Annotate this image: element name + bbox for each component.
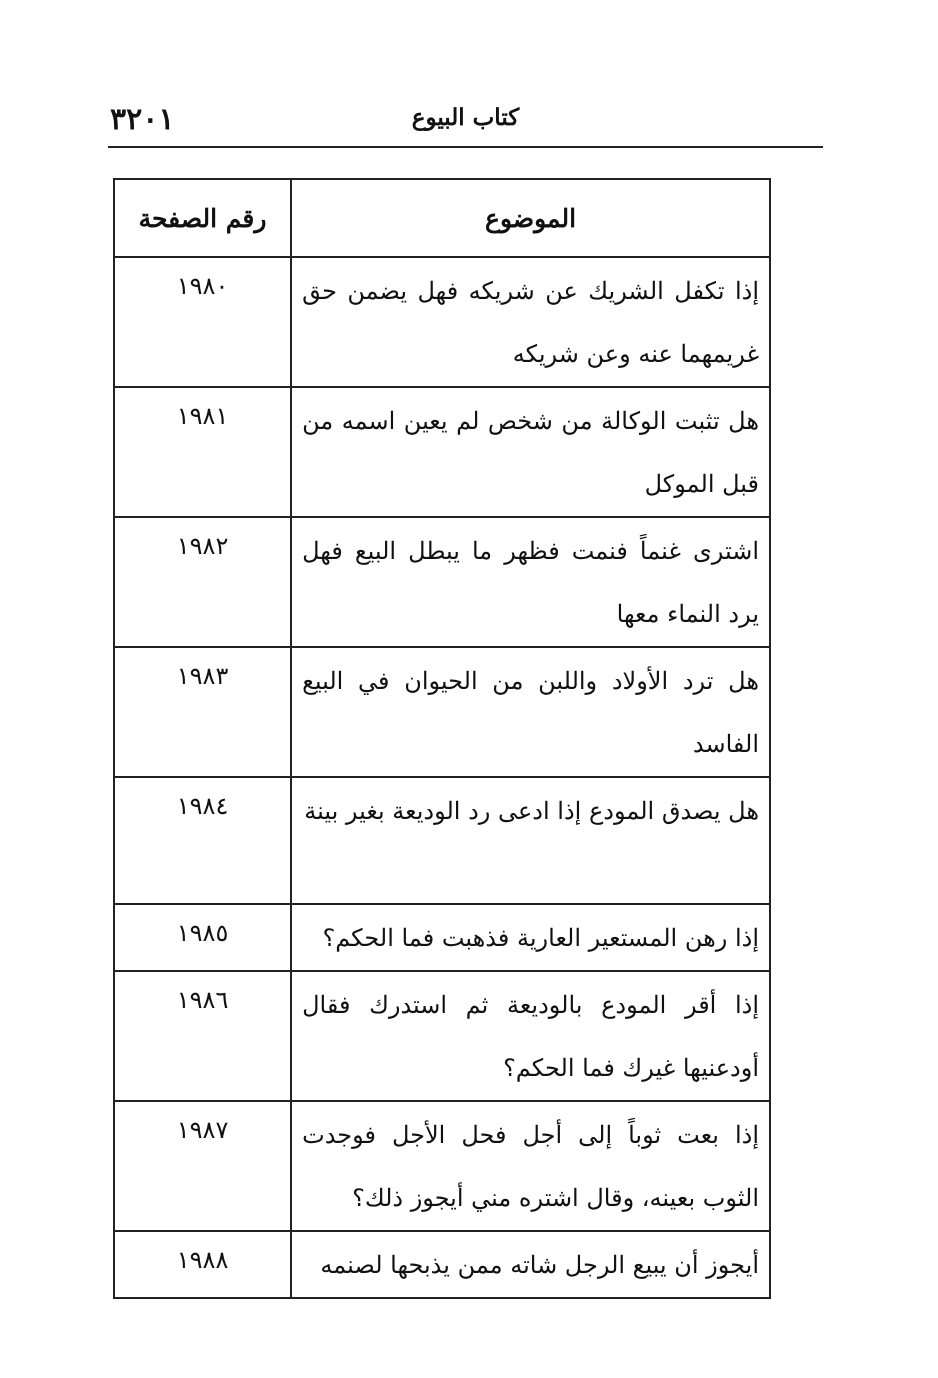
topic-cell: إذا أقر المودع بالوديعة ثم استدرك فقال أودعنيها غيرك فما الحكم؟ [291, 971, 770, 1101]
page-cell: ١٩٨١ [114, 387, 291, 517]
page-cell: ١٩٨٧ [114, 1101, 291, 1231]
table-row [114, 1231, 770, 1298]
topic-cell: إذا تكفل الشريك عن شريكه فهل يضمن حق غريمهما عنه وعن شريكه [291, 257, 770, 387]
table-row [114, 257, 770, 387]
page-cell: ١٩٨٥ [114, 904, 291, 971]
table-row [114, 971, 770, 1101]
topic-cell: إذا رهن المستعير العارية فذهبت فما الحكم؟ [291, 904, 770, 971]
page-cell: ١٩٨٤ [114, 777, 291, 904]
page-cell: ١٩٨٨ [114, 1231, 291, 1298]
page-cell: ١٩٨٦ [114, 971, 291, 1101]
table-row [114, 647, 770, 777]
index-table [113, 178, 771, 1299]
table-row [114, 517, 770, 647]
table-row [114, 777, 770, 904]
topic-cell: إذا بعت ثوباً إلى أجل فحل الأجل فوجدت الثوب بعينه، وقال اشتره مني أيجوز ذلك؟ [291, 1101, 770, 1231]
topic-cell: أيجوز أن يبيع الرجل شاته ممن يذبحها لصنمه [291, 1231, 770, 1298]
topic-cell: هل يصدق المودع إذا ادعى رد الوديعة بغير بينة [291, 777, 770, 904]
page-cell: ١٩٨٢ [114, 517, 291, 647]
topic-cell: هل تثبت الوكالة من شخص لم يعين اسمه من قبل الموكل [291, 387, 770, 517]
page-column-header: رقم الصفحة [114, 179, 291, 257]
topic-cell: هل ترد الأولاد واللبن من الحيوان في البيع الفاسد [291, 647, 770, 777]
page-cell: ١٩٨٠ [114, 257, 291, 387]
table-row [114, 904, 770, 971]
page-cell: ١٩٨٣ [114, 647, 291, 777]
topic-cell: اشترى غنماً فنمت فظهر ما يبطل البيع فهل يرد النماء معها [291, 517, 770, 647]
page-header [108, 96, 823, 148]
table-row [114, 387, 770, 517]
book-title: كتاب البيوع [411, 104, 520, 131]
topic-column-header: الموضوع [291, 179, 770, 257]
table-row [114, 1101, 770, 1231]
page-number: ٣٢٠١ [110, 102, 175, 137]
table-header-row [114, 179, 770, 257]
